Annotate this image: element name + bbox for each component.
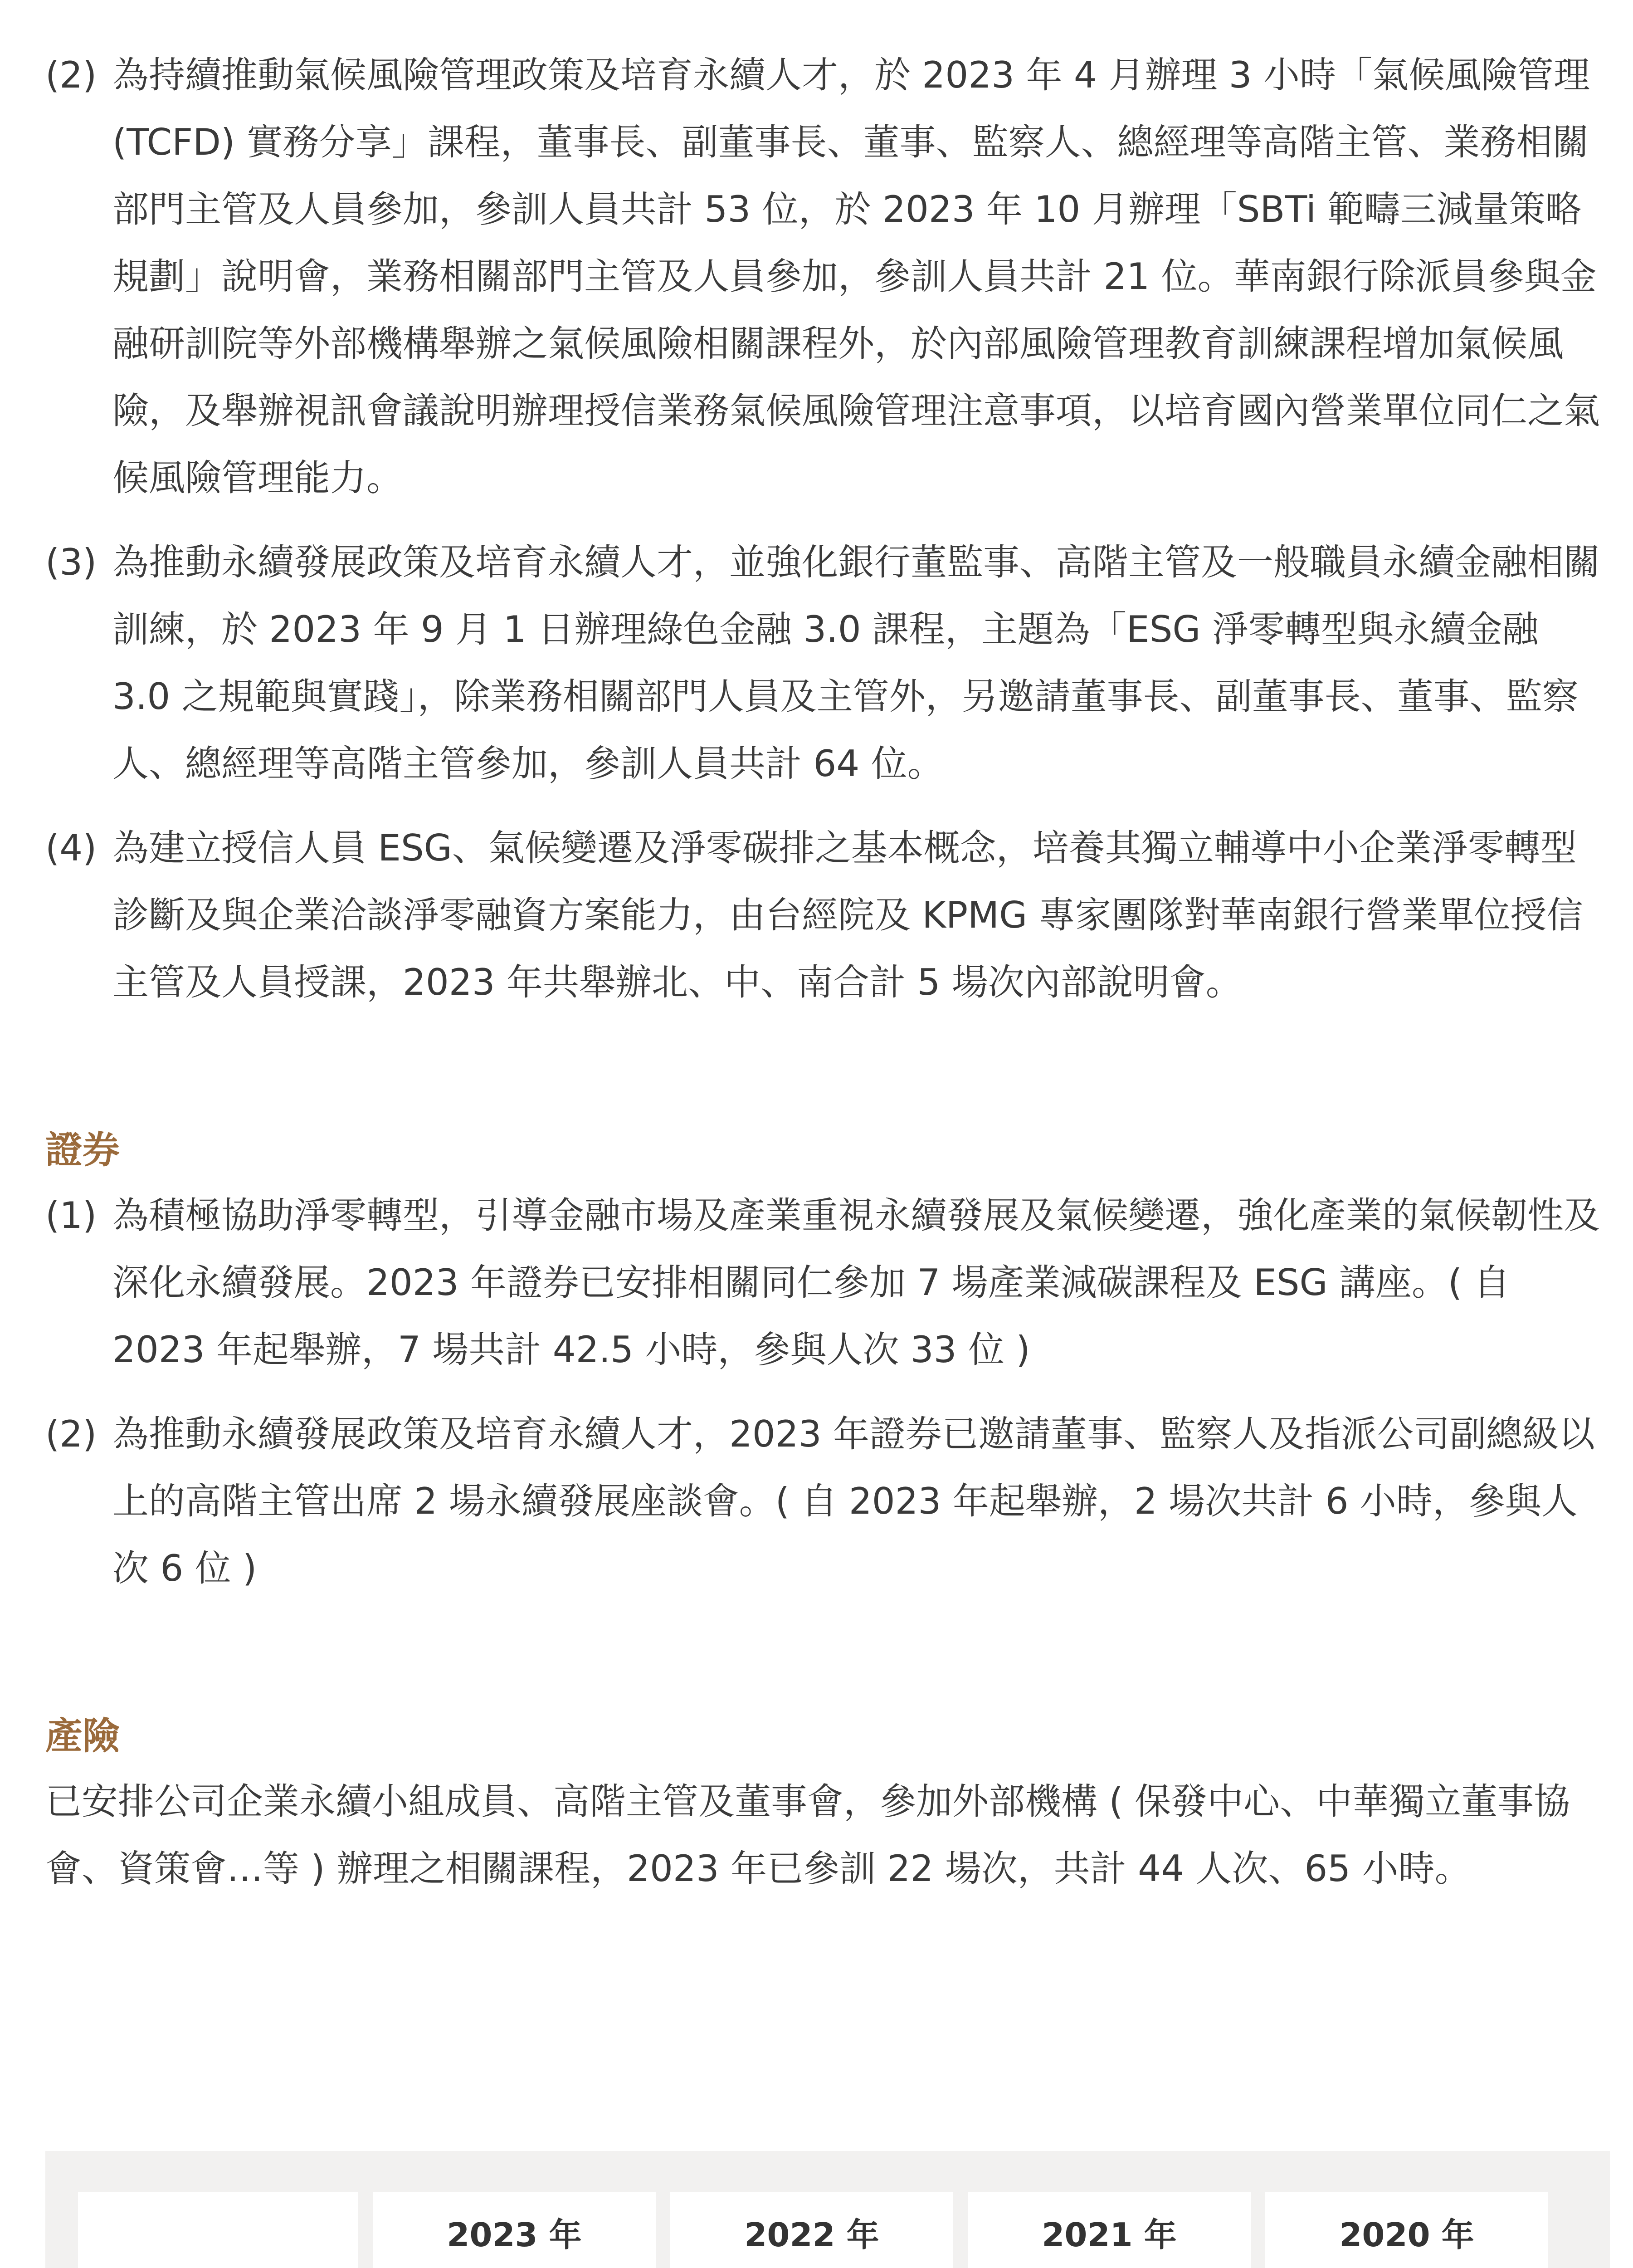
list-number: (2) xyxy=(45,1413,97,1455)
list-text: 為建立授信人員 ESG、氣候變遷及淨零碳排之基本概念，培養其獨立輔導中小企業淨零轉型診斷及與企業洽談淨零融資方案能力，由台經院及 KPMG 專家團隊對華南銀行營業單位授信主管及人員授課，2023 年共舉辦北、中、南合計 5 場次內部說明會。 xyxy=(112,827,1583,1003)
list-number: (1) xyxy=(45,1194,97,1237)
document-page xyxy=(45,42,1605,1902)
list-text: 為持續推動氣候風險管理政策及培育永續人才，於 2023 年 4 月辦理 3 小時「氣候風險管理 (TCFD) 實務分享」課程，董事長、副董事長、董事、監察人、總經理等高階主管、業務相關部門主管及人員參加，參訓人員共計 53 位，於 2023 年 10 月辦理「SBTi 範疇三減量策略規劃」說明會，業務相關部門主管及人員參加，參訓人員共計 21 位。華南銀行除派員參與金融研訓院等外部機構舉辦之氣候風險相關課程外，於內部風險管理教育訓練課程增加氣候風險，及舉辦視訊會議說明辦理授信業務氣候風險管理注意事項，以培育國內營業單位同仁之氣候風險管理能力。 xyxy=(112,54,1600,499)
securities-training-list xyxy=(45,1182,1605,1602)
list-number: (4) xyxy=(45,827,97,869)
securities-heading: 證券 xyxy=(45,1129,120,1172)
list-text: 為推動永續發展政策及培育永續人才，並強化銀行董監事、高階主管及一般職員永續金融相關訓練，於 2023 年 9 月 1 日辦理綠色金融 3.0 課程，主題為「ESG 淨零轉型與永續金融 3.0 之規範與實踐」，除業務相關部門人員及主管外，另邀請董事長、副董事長、董事、監察人、總經理等高階主管參加，參訓人員共計 64 位。 xyxy=(112,541,1600,785)
table-header-cell xyxy=(78,2192,358,2268)
list-item xyxy=(45,529,1605,797)
insurance-paragraph: 已安排公司企業永續小組成員、高階主管及董事會，參加外部機構 ( 保發中心、中華獨立董事協會、資策會…等 ) 辦理之相關課程，2023 年已參訓 22 場次，共計 44 人次、65 小時。 xyxy=(45,1780,1570,1890)
training-stats-table xyxy=(78,2192,1588,2268)
bank-training-list xyxy=(45,42,1605,1016)
list-item xyxy=(45,1401,1605,1602)
list-item xyxy=(45,42,1605,512)
table-header-cell: 2020 年 xyxy=(1265,2192,1548,2268)
list-item xyxy=(45,1182,1605,1383)
table-header-cell: 2021 年 xyxy=(968,2192,1251,2268)
list-number: (2) xyxy=(45,54,97,96)
insurance-heading: 產險 xyxy=(45,1715,120,1758)
list-text: 為積極協助淨零轉型，引導金融市場及產業重視永續發展及氣候變遷，強化產業的氣候韌性及深化永續發展。2023 年證券已安排相關同仁參加 7 場產業減碳課程及 ESG 講座。( 自 2023 年起舉辦，7 場共計 42.5 小時，參與人次 33 位 ) xyxy=(112,1194,1600,1371)
table-header-cell: 2022 年 xyxy=(670,2192,953,2268)
list-item xyxy=(45,815,1605,1016)
list-number: (3) xyxy=(45,541,97,583)
list-text: 為推動永續發展政策及培育永續人才，2023 年證券已邀請董事、監察人及指派公司副總級以上的高階主管出席 2 場永續發展座談會。( 自 2023 年起舉辦，2 場次共計 6 小時，參與人次 6 位 ) xyxy=(112,1413,1595,1589)
section-spacer xyxy=(45,1619,1605,1705)
section-spacer xyxy=(45,1033,1605,1119)
table-header-cell: 2023 年 xyxy=(373,2192,656,2268)
training-stats-table-panel xyxy=(45,2151,1610,2268)
